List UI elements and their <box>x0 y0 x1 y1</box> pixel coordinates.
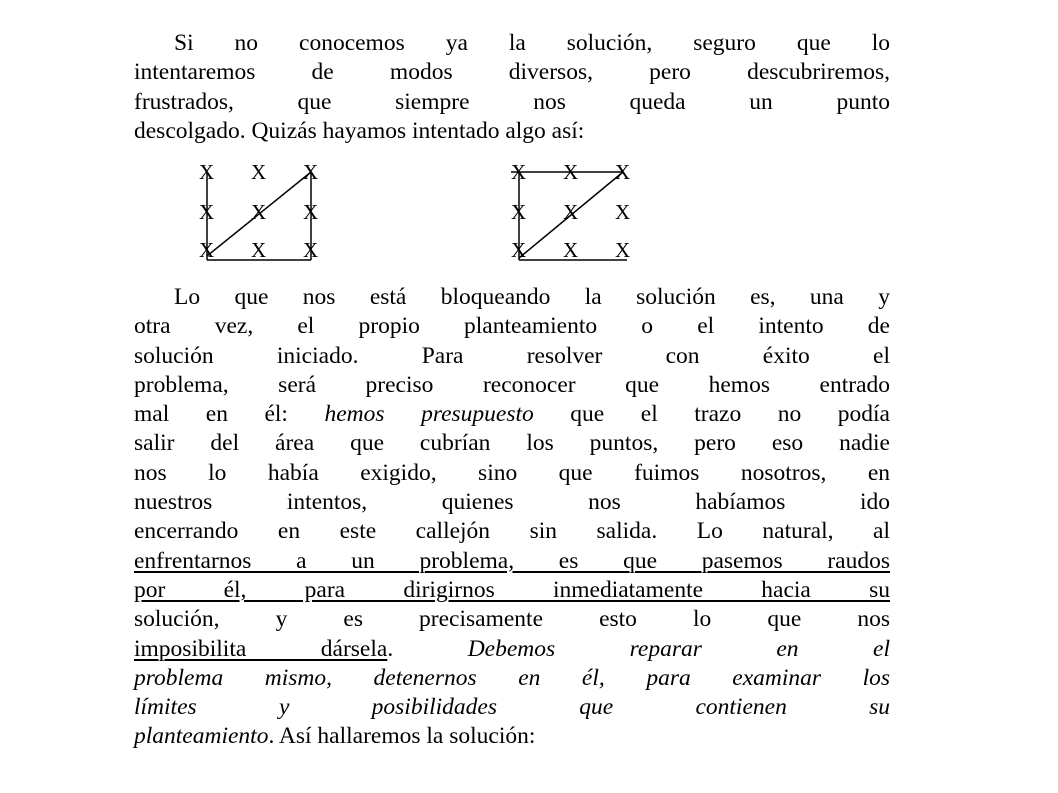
italic-emphasis: hemos presupuesto <box>324 401 534 428</box>
text-line: intentaremos de modos diversos, pero descubriremos, <box>134 59 890 86</box>
dot-mark: X <box>615 200 631 224</box>
dot-mark: X <box>511 238 527 262</box>
text-line <box>134 635 890 664</box>
underlined-text-run: imposibilita dársela <box>134 635 388 662</box>
text-line <box>134 722 890 751</box>
dot-mark: X <box>199 238 215 262</box>
puzzle-diagram-left <box>195 158 325 268</box>
dot-mark: X <box>303 238 319 262</box>
text-line: solución, y es precisamente esto lo que nos <box>134 606 890 633</box>
text-line <box>134 400 890 429</box>
text-line: encerrando en este callejón sin salida. Lo natural, al <box>134 518 890 545</box>
italic-text-line: límites y posibilidades que contienen su <box>134 694 890 721</box>
italic-emphasis: Debemos reparar en el <box>467 635 890 662</box>
underlined-text-line: enfrentarnos a un problema, es que pasemos raudos <box>134 547 890 574</box>
dot-mark: X <box>303 160 319 184</box>
dot-mark: X <box>251 160 267 184</box>
text-run: que el trazo no podía <box>533 401 890 428</box>
paragraph-main <box>134 283 890 752</box>
dot-mark: X <box>563 200 579 224</box>
dot-mark: X <box>303 200 319 224</box>
text-line: nos lo había exigido, sino que fuimos nosotros, en <box>134 459 890 486</box>
dot-mark: X <box>251 200 267 224</box>
underlined-text-line: por él, para dirigirnos inmediatamente hacia su <box>134 576 890 603</box>
dot-mark: X <box>615 160 631 184</box>
dot-mark: X <box>511 200 527 224</box>
text-run: mal en él: <box>134 401 325 428</box>
dot-mark: X <box>615 238 631 262</box>
dot-mark: X <box>199 160 215 184</box>
text-line: problema, será preciso reconocer que hemos entrado <box>134 371 890 398</box>
paragraph-intro <box>134 29 890 146</box>
italic-emphasis: planteamiento <box>134 723 269 750</box>
text-line: Lo que nos está bloqueando la solución es, una y <box>174 284 890 310</box>
dot-mark: X <box>199 200 215 224</box>
text-line: solución iniciado. Para resolver con éxito el <box>134 342 890 369</box>
dot-mark: X <box>251 238 267 262</box>
dot-mark: X <box>563 160 579 184</box>
text-line: otra vez, el propio planteamiento o el intento de <box>134 313 890 340</box>
dot-mark: X <box>511 160 527 184</box>
text-line: frustrados, que siempre nos queda un punto <box>134 88 890 115</box>
dot-mark: X <box>563 238 579 262</box>
dot-marks <box>199 160 318 262</box>
text-line: nuestros intentos, quienes nos habíamos ido <box>134 489 890 516</box>
puzzle-diagram-left-graphic <box>195 158 325 268</box>
text-line: salir del área que cubrían los puntos, pero eso nadie <box>134 430 890 457</box>
puzzle-diagram-right-graphic <box>507 158 642 268</box>
text-line: Si no conocemos ya la solución, seguro que lo <box>174 30 890 56</box>
italic-text-line: problema mismo, detenernos en él, para examinar los <box>134 664 890 691</box>
text-run: . <box>387 635 468 662</box>
text-run: . Así hallaremos la solución: <box>268 723 536 750</box>
puzzle-diagram-right <box>507 158 642 268</box>
text-line: descolgado. Quizás hayamos intentado algo así: <box>134 117 585 144</box>
dot-marks <box>511 160 630 262</box>
